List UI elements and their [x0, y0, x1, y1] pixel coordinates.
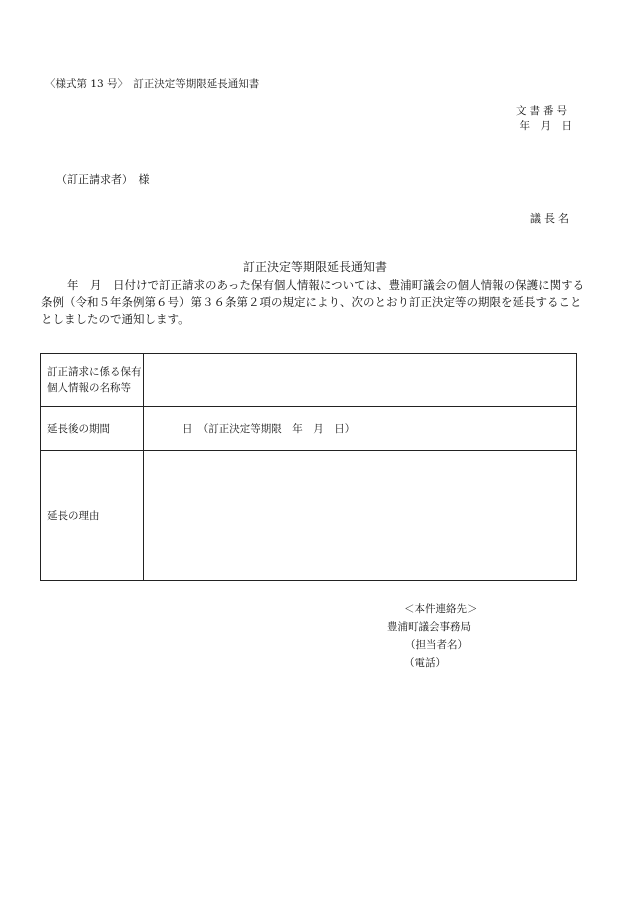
document-title: 訂正決定等期限延長通知書 — [242, 260, 387, 274]
contact-phone: （電話） — [404, 657, 446, 669]
row-value-extended-period: 日 （訂正決定等期限 年 月 日） — [144, 407, 577, 451]
row-label-information-name: 訂正請求に係る保有個人情報の名称等 — [41, 354, 144, 407]
contact-person: （担当者名） — [405, 639, 468, 651]
row-value-extension-reason — [144, 451, 577, 581]
contact-office: 豊浦町議会事務局 — [387, 621, 471, 633]
form-number: 〈様式第 13 号〉 訂正決定等期限延長通知書 — [45, 78, 260, 90]
table-row — [41, 451, 577, 581]
sender-name: 議長名 — [530, 212, 572, 225]
details-table — [40, 353, 577, 581]
recipient-name: （訂正請求者） 様 — [56, 173, 150, 186]
table-row — [41, 354, 577, 407]
table-row — [41, 407, 577, 451]
contact-heading: ＜本件連絡先＞ — [404, 603, 478, 615]
document-number: 文書番号 — [516, 105, 570, 117]
issue-date: 年 月 日 — [519, 120, 572, 132]
row-label-extension-reason: 延長の理由 — [41, 451, 144, 581]
contact-block — [387, 600, 478, 672]
row-label-extended-period: 延長後の期間 — [41, 407, 144, 451]
body-paragraph: 年 月 日付けで訂正請求のあった保有個人情報については、豊浦町議会の個人情報の保護に関する条例（令和５年条例第６号）第３６条第２項の規定により、次のとおり訂正決定等の期限を延長することとしましたので通知します。 — [41, 278, 585, 326]
row-value-information-name — [144, 354, 577, 407]
